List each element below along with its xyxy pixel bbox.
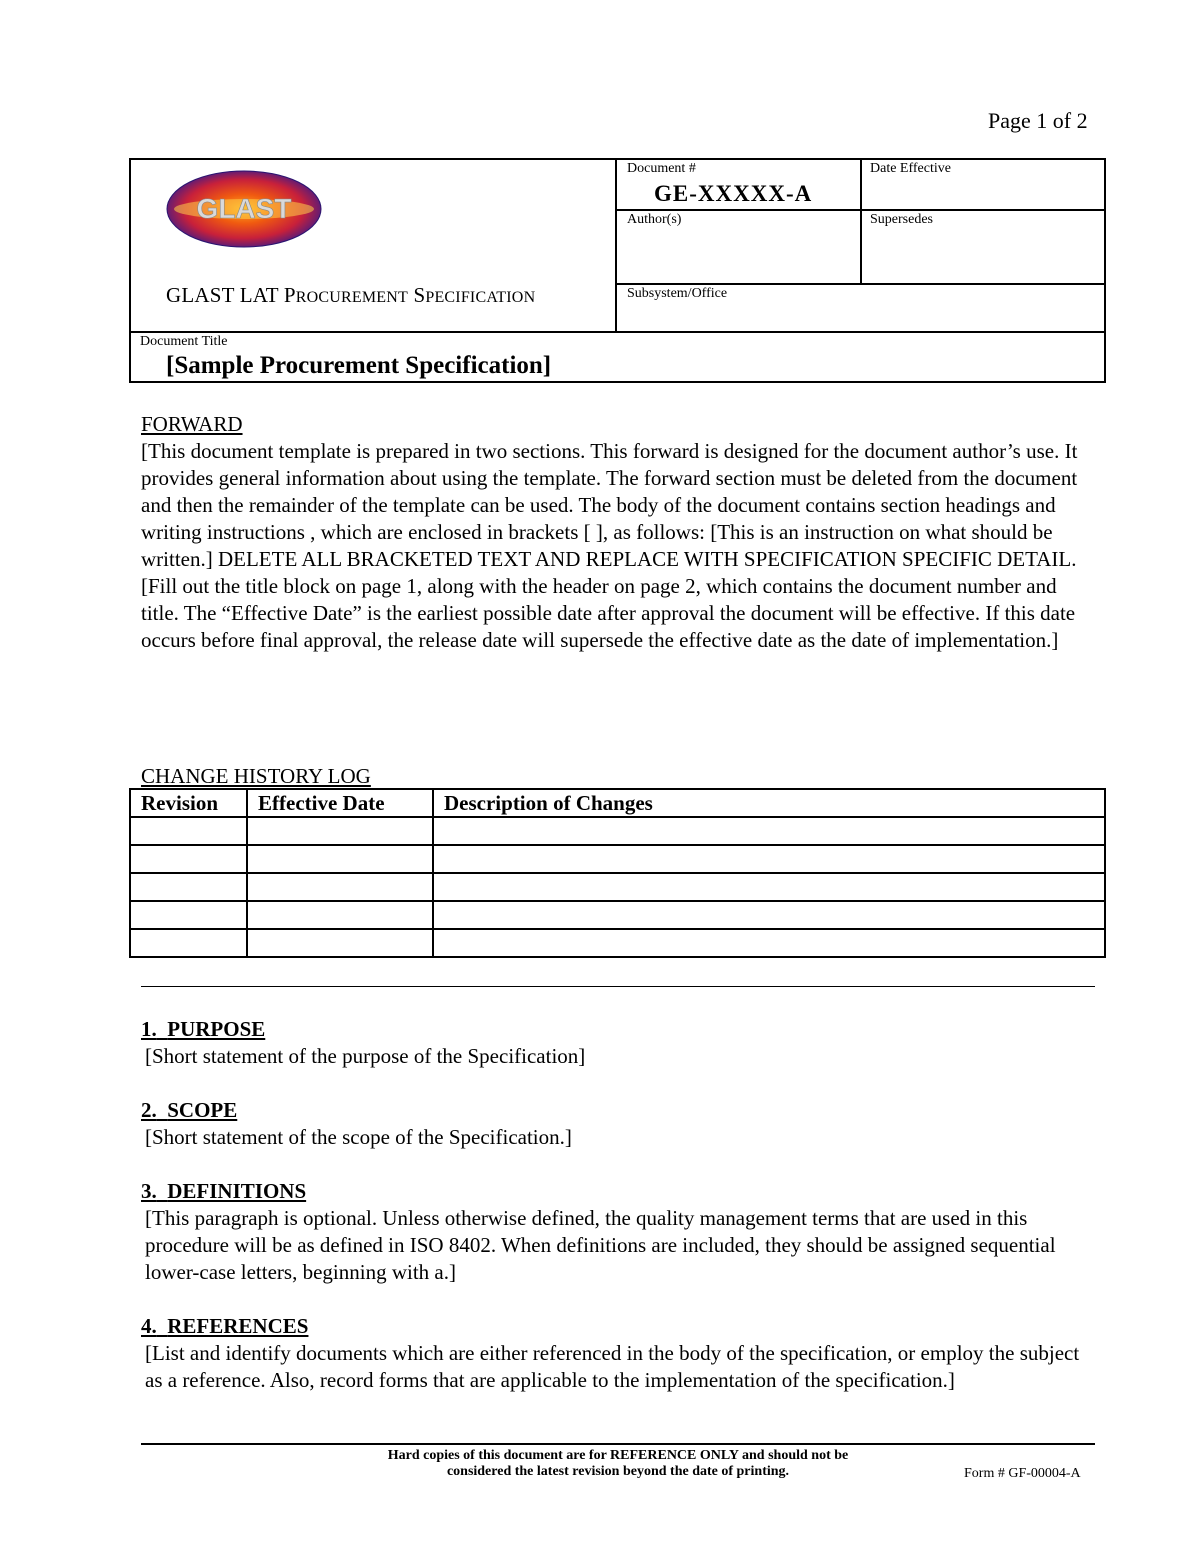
forward-para-2: [Fill out the title block on page 1, along with the header on page 2, which contains the document number and title. The “Effective Date” is the earliest possible date after approval the document will be effective. If this date occurs before final approval, the release date will supersede the effective date as the date of implementation.] bbox=[141, 574, 1076, 652]
cell bbox=[247, 929, 433, 957]
cell bbox=[433, 929, 1105, 957]
document-num-label: Document # bbox=[627, 161, 696, 176]
section-heading: 3. DEFINITIONS bbox=[141, 1179, 307, 1203]
cell bbox=[130, 873, 247, 901]
section-body: [List and identify documents which are either referenced in the body of the specification, or employ the subject as a reference. Also, record forms that are applicable to the implementation of the specification.] bbox=[145, 1341, 1080, 1392]
divider bbox=[860, 158, 862, 284]
col-effective-date: Effective Date bbox=[247, 789, 433, 817]
cell bbox=[247, 873, 433, 901]
table-row bbox=[130, 929, 1105, 957]
table-header-row bbox=[130, 789, 1105, 817]
cell bbox=[433, 901, 1105, 929]
cell bbox=[247, 817, 433, 845]
footer-line-2: considered the latest revision beyond the date of printing. bbox=[446, 1464, 790, 1479]
logo-text: GLAST bbox=[196, 193, 292, 224]
forward-section bbox=[141, 411, 1096, 654]
document-num: GE-XXXXX-A bbox=[654, 181, 813, 206]
doc-title: [Sample Procurement Specification] bbox=[166, 352, 552, 379]
change-log-heading: CHANGE HISTORY LOG bbox=[141, 764, 371, 788]
spec-name: GLAST LAT PROCUREMENT SPECIFICATION bbox=[166, 283, 536, 307]
divider bbox=[129, 331, 1106, 333]
cell bbox=[130, 845, 247, 873]
page-number: Page 1 of 2 bbox=[988, 108, 1088, 133]
section-scope bbox=[141, 1097, 1096, 1151]
cell bbox=[130, 901, 247, 929]
footer-line-1: Hard copies of this document are for REFERENCE ONLY and should not be bbox=[387, 1448, 849, 1463]
form-number: Form # GF-00004-A bbox=[964, 1466, 1081, 1481]
cell bbox=[433, 845, 1105, 873]
section-heading: 1. PURPOSE bbox=[141, 1017, 266, 1041]
cell bbox=[130, 929, 247, 957]
forward-heading: FORWARD bbox=[141, 412, 243, 436]
supersedes-label: Supersedes bbox=[870, 212, 933, 227]
divider bbox=[615, 283, 1106, 285]
forward-para-1: [This document template is prepared in two sections. This forward is designed for the document author’s use. It provides general information about using the template. The forward section must be deleted from the document and then the remainder of the template can be used. The body of the document contains section headings and writing instructions , which are enclosed in brackets [ ], as follows: [This is an instruction on what should be written.] DELETE ALL BRACKETED TEXT AND REPLACE WITH SPECIFICATION SPECIFIC DETAIL. bbox=[141, 439, 1078, 571]
change-log-table bbox=[129, 788, 1106, 958]
table-row bbox=[130, 845, 1105, 873]
section-heading: 2. SCOPE bbox=[141, 1098, 238, 1122]
col-revision: Revision bbox=[130, 789, 247, 817]
section-body: [Short statement of the scope of the Specification.] bbox=[145, 1125, 572, 1149]
divider bbox=[615, 209, 1106, 211]
doc-title-label: Document Title bbox=[140, 334, 228, 349]
footer-rule bbox=[141, 1443, 1095, 1445]
section-definitions bbox=[141, 1178, 1096, 1286]
date-effective-label: Date Effective bbox=[870, 161, 951, 176]
cell bbox=[247, 901, 433, 929]
divider bbox=[615, 158, 617, 332]
section-body: [This paragraph is optional. Unless otherwise defined, the quality management terms that are used in this procedure will be as defined in ISO 8402. When definitions are included, they should be assigned sequential lower-case letters, beginning with a.] bbox=[145, 1206, 1056, 1284]
footer-notice bbox=[300, 1448, 936, 1480]
subsystem-label: Subsystem/Office bbox=[627, 286, 728, 301]
col-description: Description of Changes bbox=[433, 789, 1105, 817]
glast-logo bbox=[166, 170, 322, 248]
cell bbox=[247, 845, 433, 873]
table-row bbox=[130, 817, 1105, 845]
section-purpose bbox=[141, 1016, 1096, 1070]
authors-label: Author(s) bbox=[627, 212, 682, 227]
cell bbox=[433, 873, 1105, 901]
divider bbox=[141, 986, 1095, 987]
cell bbox=[130, 817, 247, 845]
table-row bbox=[130, 873, 1105, 901]
section-references bbox=[141, 1313, 1096, 1394]
section-body: [Short statement of the purpose of the Specification] bbox=[145, 1044, 586, 1068]
cell bbox=[433, 817, 1105, 845]
table-row bbox=[130, 901, 1105, 929]
section-heading: 4. REFERENCES bbox=[141, 1314, 309, 1338]
